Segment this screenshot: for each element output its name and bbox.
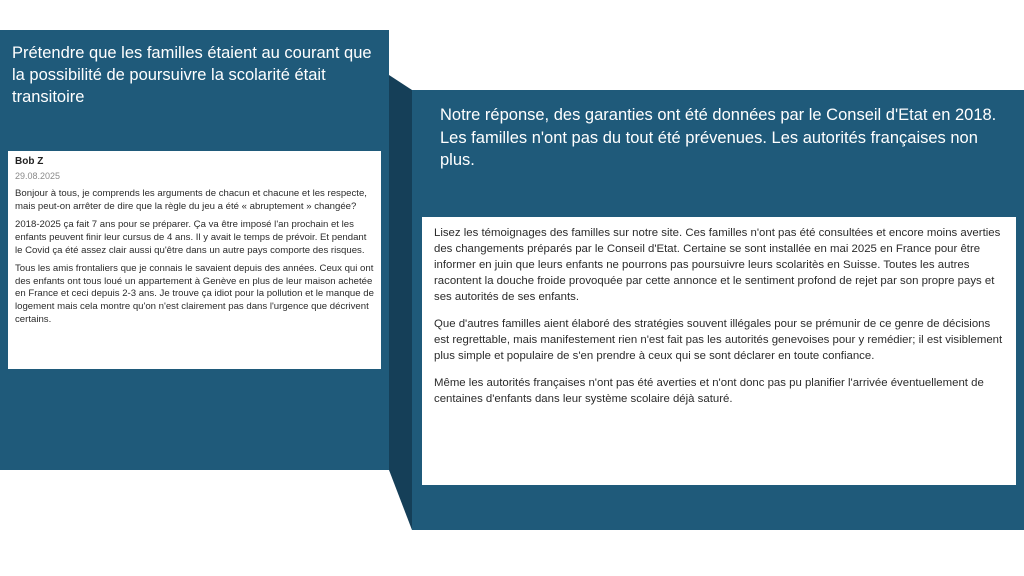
reply-text-box (422, 217, 1016, 485)
comment-paragraph: Bonjour à tous, je comprends les arguments de chacun et chacune et les respecte, mais peut-on arrêter de dire que la règle du jeu a été « abruptement » changée? (15, 188, 367, 212)
reply-paragraph: Lisez les témoignages des familles sur notre site. Ces familles n'ont pas été consultées et encore moins averties des changements préparés par le Conseil d'Etat. Certaine se sont installée en mai 2025 en France pour être informer en juin que leurs enfants ne pourrons pas poursuivre leurs scolaritès en Suisse. Toutes les autres racontent la douche froide provoquée par cette annonce et le sentiment profond de rejet par son propre pays et ses autorités de ses enfants. (434, 227, 1001, 303)
left-panel-title: Prétendre que les familles étaient au courant que la possibilité de poursuivre la scolarité était transitoire (12, 44, 372, 106)
comment-paragraph: Tous les amis frontaliers que je connais le savaient depuis des années. Ceux qui ont des enfants ont tous loué un appartement à Genève en plus de leur maison achetée en France et ceci depuis 2-3 ans. Je trouve ça idiot pour la pollution et le manque de logement mais cela montre qu'on n'est clairement pas dans l'urgence que décrivent certains. (15, 263, 374, 325)
comment-paragraph: 2018-2025 ça fait 7 ans pour se préparer. Ça va être imposé l'an prochain et les enfants peuvent finir leur cursus de 4 ans. Il y avait le temps de prévoir. Et pendant le Covid ça été assez clair aussi qu'être dans un autre pays comporte des risques. (15, 219, 367, 256)
left-panel (0, 30, 389, 470)
right-panel (412, 90, 1024, 530)
comment-author: Bob Z (15, 156, 44, 167)
reply-paragraph: Que d'autres familles aient élaboré des stratégies souvent illégales pour se prémunir de ce genre de décisions est regrettable, mais manifestement rien n'est fait pas les autorités genevoises pour y remédier; il est visiblement plus simple et populaire de s'en prendre à ceux qui se sont déclarer en toute confiance. (434, 318, 1003, 362)
right-panel-title: Notre réponse, des garanties ont été données par le Conseil d'Etat en 2018. Les familles n'ont pas du tout été prévenues. Les autorités françaises non plus. (440, 106, 997, 169)
comment-screenshot (8, 151, 381, 369)
comment-date: 29.08.2025 (15, 170, 61, 181)
reply-paragraph: Même les autorités françaises n'ont pas été averties et n'ont donc pas pu planifier l'arrivée éventuellement de centaines d'enfants dans leur système scolaire déjà saturé. (434, 377, 984, 405)
